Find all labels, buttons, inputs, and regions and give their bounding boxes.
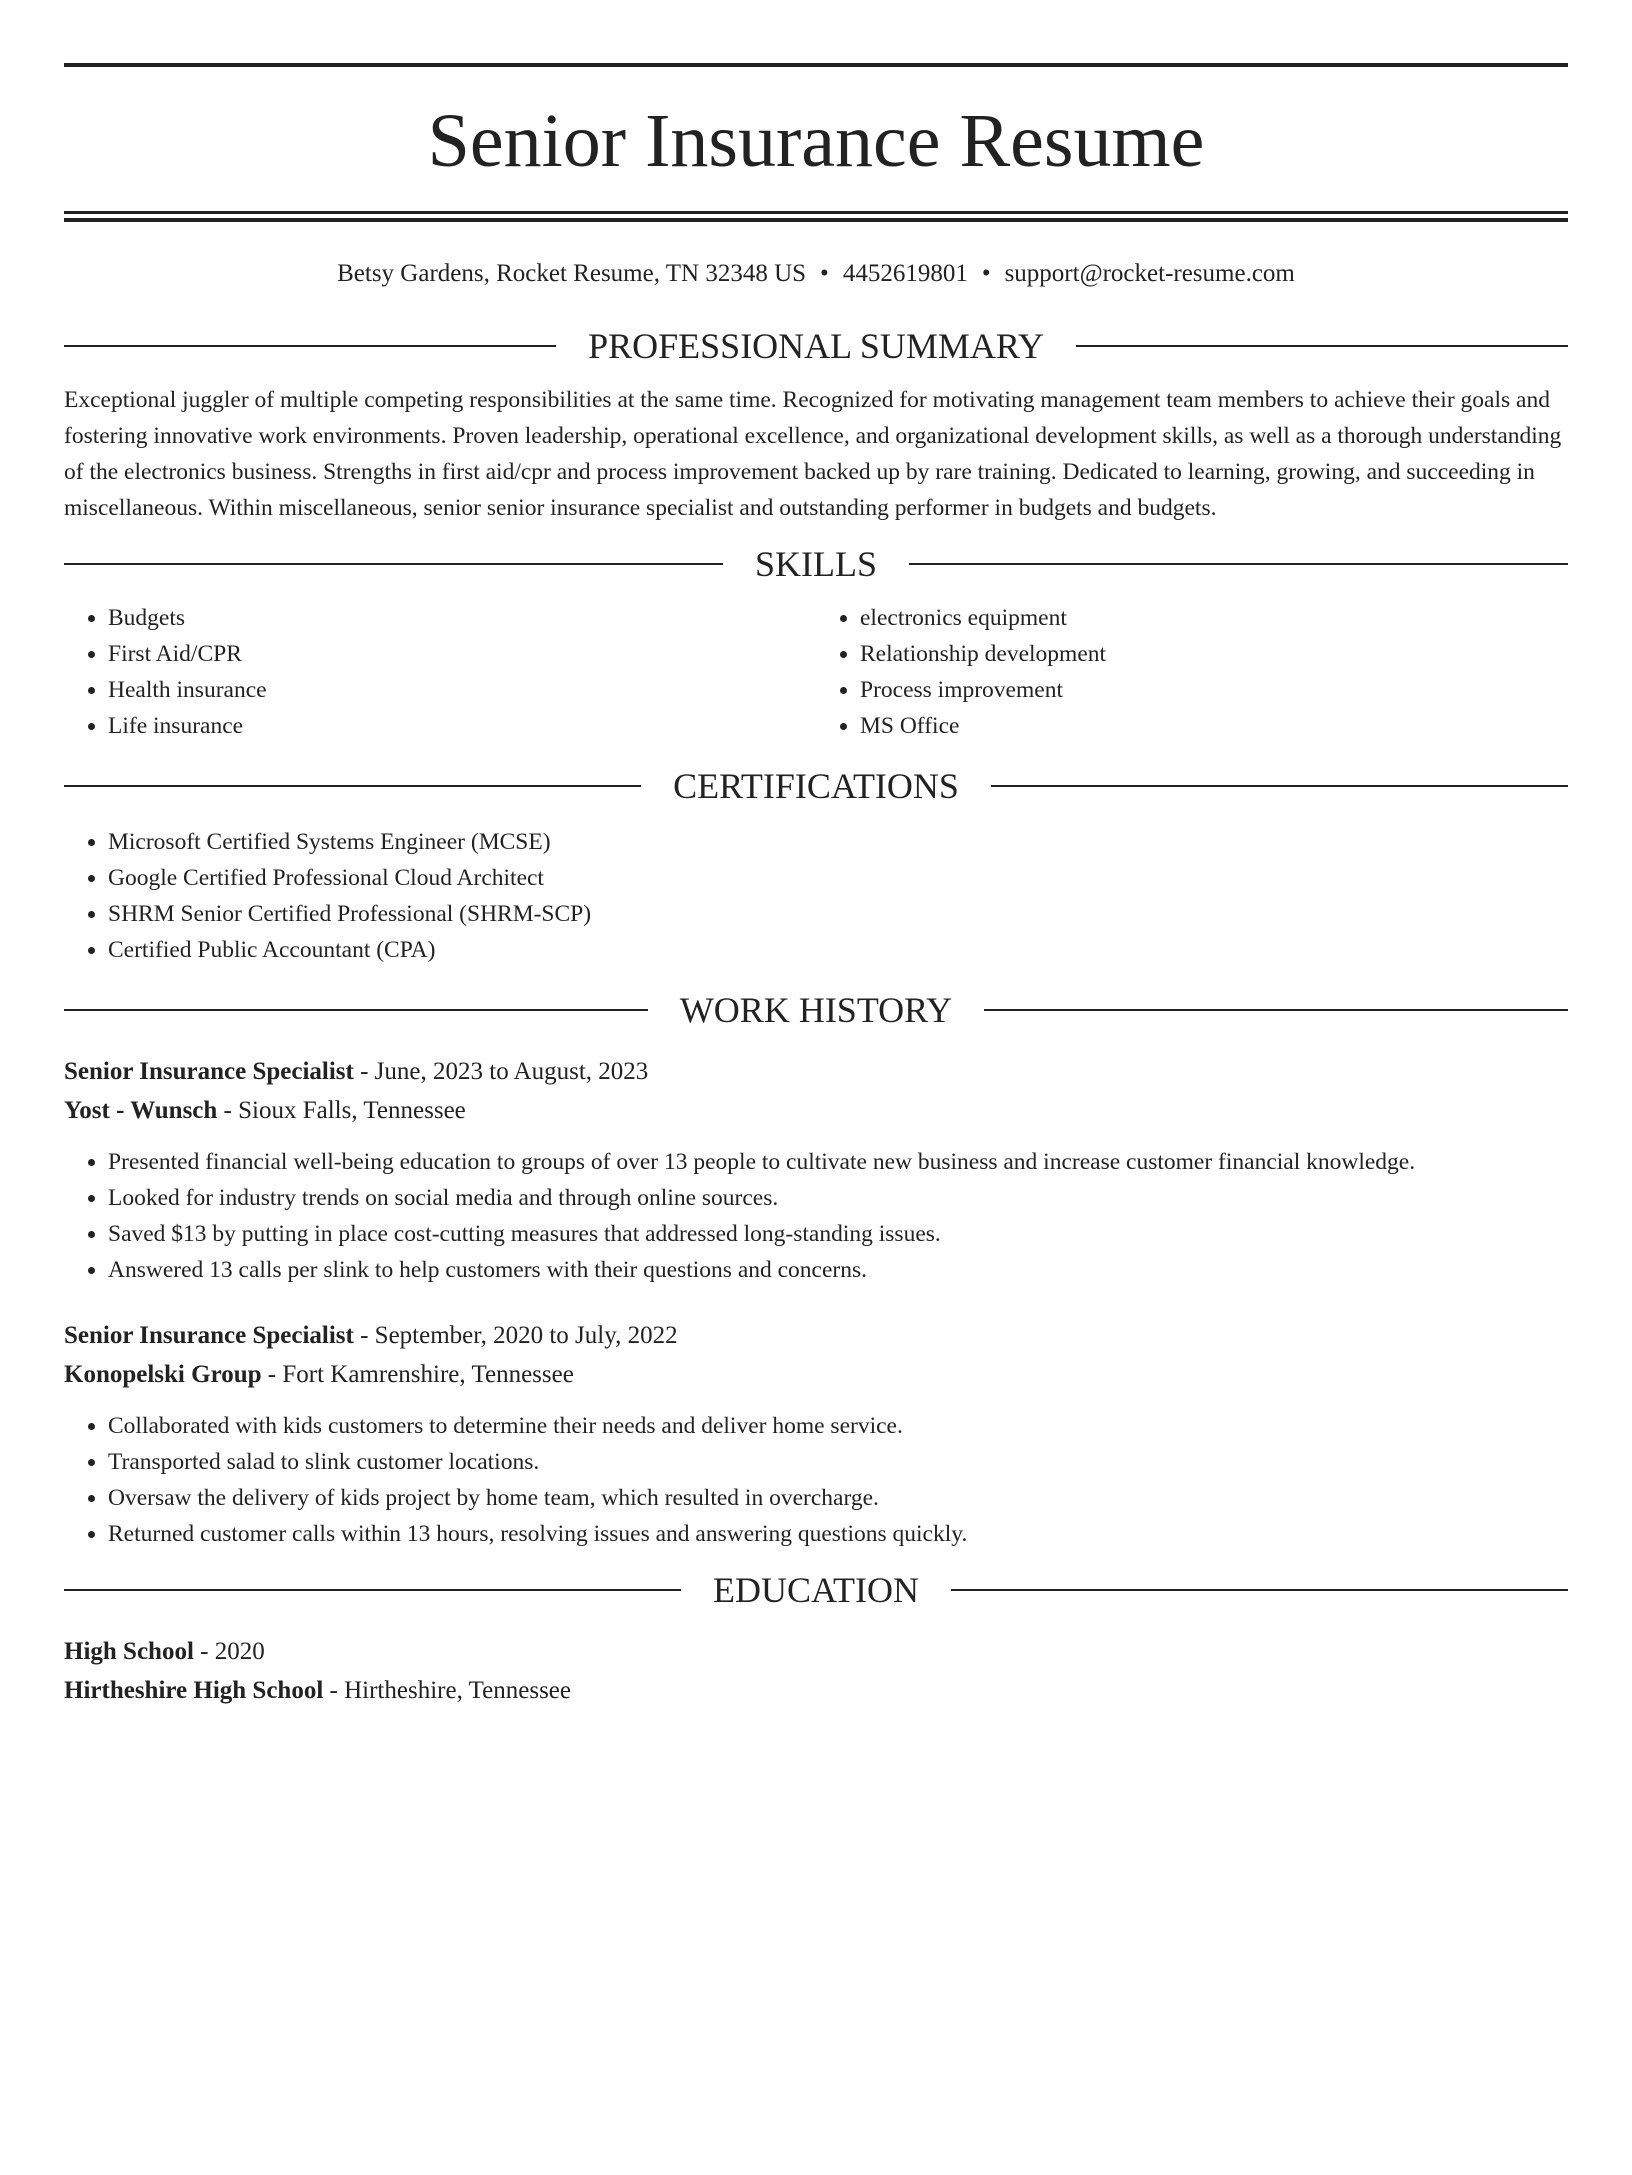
job-duty-item: • Presented financial well-being education to groups of over 13 people to cultivate new business and increase customer financial knowledge. — [108, 1144, 1568, 1180]
section-heading-work-history — [64, 990, 1568, 1030]
title-double-rule — [64, 211, 1568, 222]
resume-title: Senior Insurance Resume — [427, 99, 1205, 183]
job-duty-item: • Looked for industry trends on social media and through online sources. — [108, 1180, 1568, 1216]
job-dates: - September, 2020 to July, 2022 — [353, 1322, 678, 1349]
skill-item: • Budgets — [108, 600, 816, 636]
skill-item: • First Aid/CPR — [108, 636, 816, 672]
section-title-education: EDUCATION — [713, 1570, 919, 1610]
education-year: - 2020 — [193, 1638, 265, 1665]
job-company-line — [64, 1091, 1568, 1130]
job-location: - Sioux Falls, Tennessee — [217, 1097, 466, 1124]
job-dates: - June, 2023 to August, 2023 — [353, 1058, 649, 1085]
skill-item: • Relationship development — [860, 636, 1568, 672]
contact-separator: • — [981, 260, 991, 287]
section-heading-certifications — [64, 766, 1568, 806]
heading-rule — [991, 785, 1568, 787]
contact-address: Betsy Gardens, Rocket Resume, TN 32348 US — [337, 260, 807, 287]
skills-list-right — [816, 600, 1568, 744]
job-duty-item: • Transported salad to slink customer locations. — [108, 1444, 1568, 1480]
heading-rule — [64, 563, 723, 565]
job-entry — [64, 1316, 1568, 1552]
job-duty-item: • Answered 13 calls per slink to help customers with their questions and concerns. — [108, 1252, 1568, 1288]
section-title-work-history: WORK HISTORY — [679, 990, 953, 1030]
section-title-skills: SKILLS — [755, 544, 878, 584]
contact-phone: 4452619801 — [842, 260, 968, 287]
section-heading-skills — [64, 544, 1568, 584]
job-duty-item: • Oversaw the delivery of kids project by home team, which resulted in overcharge. — [108, 1480, 1568, 1516]
education-entry — [64, 1632, 1568, 1710]
job-company: Konopelski Group — [64, 1361, 262, 1388]
skill-item: • Life insurance — [108, 708, 816, 744]
section-heading-education — [64, 1570, 1568, 1610]
skills-list-left — [64, 600, 816, 744]
certification-item: • Microsoft Certified Systems Engineer (MCSE) — [108, 824, 1568, 860]
job-location: - Fort Kamrenshire, Tennessee — [261, 1361, 574, 1388]
education-school: Hirtheshire High School — [64, 1677, 324, 1704]
skill-item: • electronics equipment — [860, 600, 1568, 636]
contact-email: support@rocket-resume.com — [1004, 260, 1295, 287]
contact-line — [64, 258, 1568, 290]
job-company: Yost - Wunsch — [64, 1097, 218, 1124]
skill-item: • Health insurance — [108, 672, 816, 708]
job-entry — [64, 1052, 1568, 1288]
section-title-certifications: CERTIFICATIONS — [673, 766, 959, 806]
job-duties-list — [64, 1144, 1568, 1288]
education-degree-line — [64, 1632, 1568, 1671]
skill-item: • Process improvement — [860, 672, 1568, 708]
job-title: Senior Insurance Specialist — [64, 1058, 354, 1085]
section-title-summary: PROFESSIONAL SUMMARY — [588, 326, 1044, 366]
heading-rule — [64, 785, 641, 787]
education-degree: High School — [64, 1638, 194, 1665]
certification-item: • Certified Public Accountant (CPA) — [108, 932, 1568, 968]
resume-page — [0, 63, 1632, 2175]
section-heading-summary — [64, 326, 1568, 366]
job-duty-item: • Returned customer calls within 13 hours, resolving issues and answering questions quickly. — [108, 1516, 1568, 1552]
education-location: - Hirtheshire, Tennessee — [323, 1677, 571, 1704]
heading-rule — [64, 1589, 681, 1591]
heading-rule — [951, 1589, 1568, 1591]
job-title: Senior Insurance Specialist — [64, 1322, 354, 1349]
skills-columns — [64, 600, 1568, 744]
heading-rule — [909, 563, 1568, 565]
certification-item: • Google Certified Professional Cloud Architect — [108, 860, 1568, 896]
heading-rule — [1076, 345, 1568, 347]
skill-item: • MS Office — [860, 708, 1568, 744]
job-duty-item: • Saved $13 by putting in place cost-cutting measures that addressed long-standing issues. — [108, 1216, 1568, 1252]
summary-text: Exceptional juggler of multiple competing responsibilities at the same time. Recognized for motivating management team members to achieve their goals and fostering innovative work environments. Proven leadership, operational excellence, and organizational development skills, as well as a thorough understanding of the electronics business. Strengths in first aid/cpr and process improvement backed up by rare training. Dedicated to learning, growing, and succeeding in miscellaneous. Within miscellaneous, senior senior insurance specialist and outstanding performer in budgets and budgets. — [64, 387, 1562, 521]
job-company-line — [64, 1355, 1568, 1394]
heading-rule — [64, 1009, 648, 1011]
job-duties-list — [64, 1408, 1568, 1552]
job-duty-item: • Collaborated with kids customers to determine their needs and deliver home service. — [108, 1408, 1568, 1444]
job-title-line — [64, 1052, 1568, 1091]
certifications-list — [64, 824, 1568, 968]
job-title-line — [64, 1316, 1568, 1355]
contact-separator: • — [820, 260, 829, 287]
certification-item: • SHRM Senior Certified Professional (SHRM-SCP) — [108, 896, 1568, 932]
heading-rule — [984, 1009, 1568, 1011]
education-school-line — [64, 1671, 1568, 1710]
heading-rule — [64, 345, 556, 347]
